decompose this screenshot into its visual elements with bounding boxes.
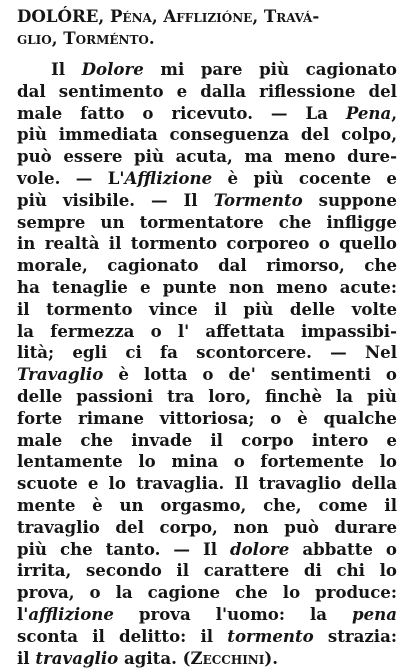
text-segment: delle passioni tra loro, finchè la più xyxy=(17,385,397,406)
text-segment: male che invade il corpo intero e xyxy=(17,429,397,450)
body-line xyxy=(17,626,397,648)
body-line xyxy=(17,168,397,190)
body-line xyxy=(17,560,397,582)
text-segment: mi pare più cagionato xyxy=(143,59,397,79)
body-line xyxy=(17,255,397,277)
text-segment: vole. — L' xyxy=(17,167,125,188)
body-line xyxy=(17,582,397,604)
text-segment: abbatte o xyxy=(289,538,398,559)
text-segment: scuote e lo travaglia. Il travaglio della xyxy=(17,473,397,494)
text-segment: male fatto o ricevuto. — La xyxy=(17,102,346,123)
body-line xyxy=(17,321,397,343)
body-line xyxy=(17,451,397,473)
text-segment: ha tenaglie e punte non meno acute: xyxy=(17,276,397,297)
body-line xyxy=(17,59,397,81)
text-segment: Zecchini xyxy=(190,647,265,668)
text-segment: dal sentimento e dalla riflessione del xyxy=(17,80,397,101)
body-line xyxy=(17,212,397,234)
italic-term: afflizione xyxy=(28,603,114,624)
italic-term: tormento xyxy=(227,625,314,646)
body-line xyxy=(17,146,397,168)
body-line xyxy=(17,124,397,146)
body-line xyxy=(17,364,397,386)
text-segment: agita. ( xyxy=(118,647,191,668)
text-segment: è più cocente e xyxy=(212,167,397,188)
body-line xyxy=(17,495,397,517)
text-segment: in realtà il tormento corporeo o quello xyxy=(17,233,397,254)
text-segment: il tormento vince il più delle volte xyxy=(17,298,397,319)
text-segment: ). xyxy=(264,647,279,668)
italic-term: dolore xyxy=(230,538,290,559)
entry-body xyxy=(17,59,397,669)
text-segment: DOLÓRE, Péna, Afflizióne, Travá- xyxy=(17,6,320,26)
italic-term: Travaglio xyxy=(17,364,104,385)
body-line xyxy=(17,539,397,561)
italic-term: Tormento xyxy=(213,189,303,210)
body-line xyxy=(17,517,397,539)
body-line xyxy=(17,342,397,364)
text-segment: può essere più acuta, ma meno dure- xyxy=(17,146,397,167)
italic-term: Dolore xyxy=(81,59,144,79)
text-segment: lentamente lo mina o fortemente lo xyxy=(17,451,397,472)
italic-term: pena xyxy=(352,603,397,624)
body-line xyxy=(17,299,397,321)
text-segment: più che tanto. — Il xyxy=(17,538,231,559)
body-line xyxy=(17,103,397,125)
heading-line xyxy=(17,27,319,49)
text-segment: lità; egli ci fa scontorcere. — Nel xyxy=(17,342,397,363)
italic-term: Afflizione xyxy=(124,167,213,188)
body-line xyxy=(17,386,397,408)
text-segment: glio, Torménto. xyxy=(17,28,155,48)
text-segment: irrita, secondo il carattere di chi lo xyxy=(17,560,397,581)
text-segment: mente è un orgasmo, che, come il xyxy=(17,494,397,515)
text-segment: la fermezza o l' affettata impassibi- xyxy=(17,320,397,341)
text-segment: è lotta o de' sentimenti o xyxy=(103,364,397,385)
body-line xyxy=(17,430,397,452)
text-segment: l' xyxy=(17,603,29,624)
text-segment: , xyxy=(391,102,397,123)
text-segment: prova, o la cagione che lo produce: xyxy=(17,582,397,603)
body-line xyxy=(17,277,397,299)
text-segment: Il xyxy=(51,59,82,79)
italic-term: Pena xyxy=(345,102,392,123)
text-segment: strazia: xyxy=(313,625,397,646)
body-line xyxy=(17,408,397,430)
text-segment: forte rimane vittoriosa; o è qualche xyxy=(17,407,397,428)
body-line xyxy=(17,81,397,103)
body-line xyxy=(17,190,397,212)
body-line xyxy=(17,233,397,255)
text-segment: più immediata conseguenza del colpo, xyxy=(17,124,397,145)
body-line xyxy=(17,604,397,626)
text-segment: travaglio del corpo, non può durare xyxy=(17,516,397,537)
text-segment: il xyxy=(17,647,36,668)
text-segment: sempre un tormentatore che infligge xyxy=(17,211,397,232)
text-segment: sconta il delitto: il xyxy=(17,625,228,646)
italic-term: travaglio xyxy=(35,647,119,668)
body-line xyxy=(17,473,397,495)
heading-line xyxy=(17,5,319,27)
text-segment: morale, cagionato dal rimorso, che xyxy=(17,255,397,276)
text-segment: più visibile. — Il xyxy=(17,189,214,210)
text-segment: prova l'uomo: la xyxy=(113,603,353,624)
text-segment: suppone xyxy=(302,189,397,210)
entry-heading xyxy=(17,5,319,49)
body-line xyxy=(17,648,397,669)
